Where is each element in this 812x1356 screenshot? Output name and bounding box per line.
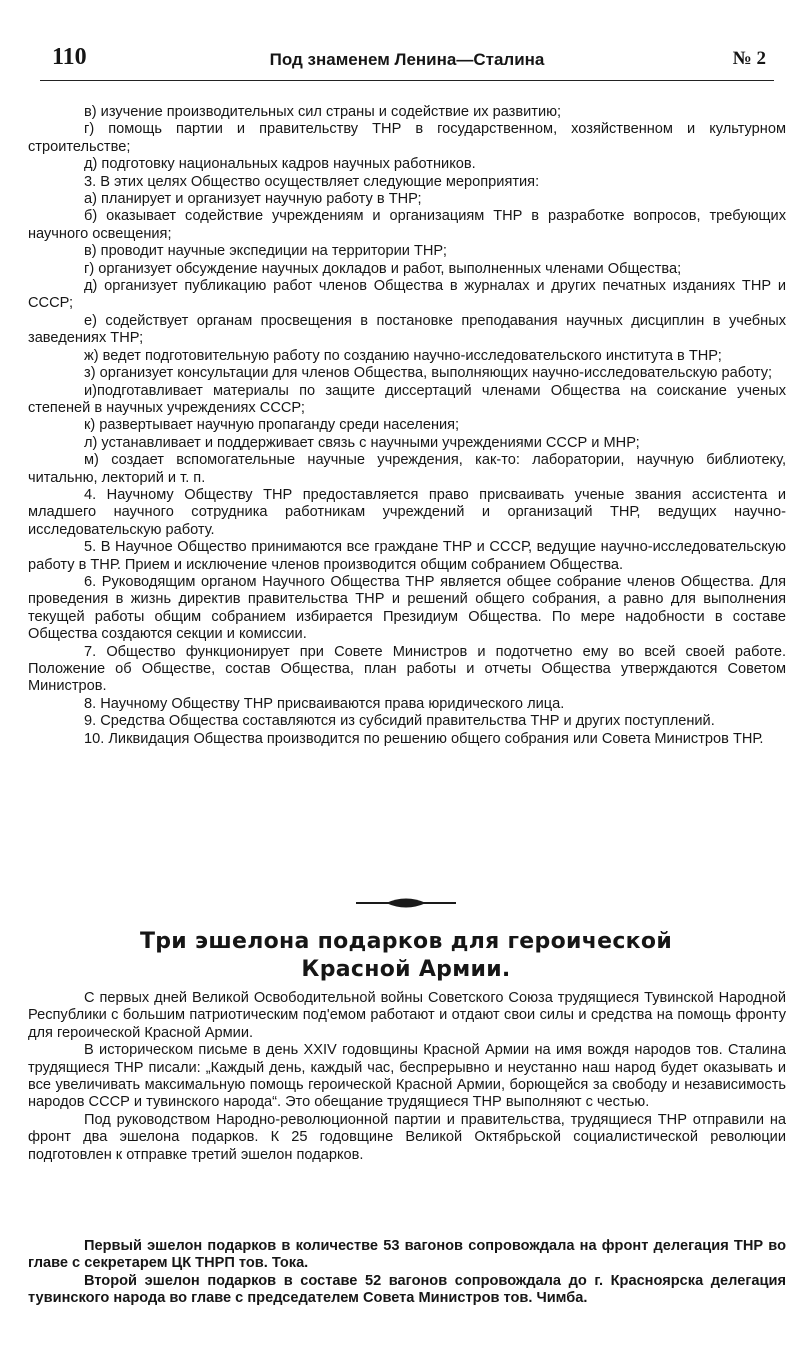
charter-line: 3. В этих целях Общество осуществляет следующие мероприятия: bbox=[84, 173, 540, 190]
page-number: 110 bbox=[52, 44, 87, 70]
charter-line: д) организует публикацию работ членов Общества в журналах и других печатных изданиях ТНР и СССР; bbox=[28, 278, 786, 312]
charter-line: 7. Общество функционирует при Совете Министров и подотчетно ему во всей своей работе. Положение об Обществе, состав Общества, план работы и отчеты Общества утверждаются Советом Министров. bbox=[28, 643, 786, 695]
charter-line: 4. Научному Обществу ТНР предоставляется право присваивать ученые звания ассистента и младшего научного сотрудника работникам учреждений и организаций ТНР, ведущих научно-исследовательскую работу. bbox=[28, 486, 786, 538]
section-divider-ornament bbox=[356, 896, 456, 910]
article-paragraph: С первых дней Великой Освободительной войны Советского Союза трудящиеся Тувинской Народной Республики с большим патриотическим под'емом работают и отдают свои силы и средства на помощь фронту для героической Красной Армии. bbox=[28, 990, 786, 1041]
charter-line: д) подготовку национальных кадров научных работников. bbox=[84, 156, 476, 173]
article-paragraph: Второй эшелон подарков в составе 52 вагонов сопровождала до г. Красноярска делегация тувинского народа во главе с председателем Совета Министров тов. Чимба. bbox=[28, 1272, 786, 1307]
article-paragraph: В историческом письме в день XXIV годовщины Красной Армии на имя вождя народов тов. Сталина трудящиеся ТНР писали: „Каждый день, каждый час, беспрерывно и неустанно наш народ будет оказывать и все увеличивать максимальную помощь героической Красной Армии, борющейся за свободу и независимость народов СССР и тувинского народа“. Это обещание трудящиеся ТНР выполняют с честью. bbox=[28, 1042, 786, 1111]
charter-line: к) развертывает научную пропаганду среди населения; bbox=[84, 417, 460, 434]
charter-line: в) проводит научные экспедиции на территории ТНР; bbox=[84, 243, 447, 260]
charter-line: ж) ведет подготовительную работу по созданию научно-исследовательского института в ТНР; bbox=[84, 347, 722, 364]
charter-line: 6. Руководящим органом Научного Общества ТНР является общее собрание членов Общества. Для проведения в жизнь директив правительства ТНР и решений общего собрания, а равно для выполнения текущей работы общим собранием избирается Президиум Общества. По мере надобности в составе Общества создаются секции и комиссии. bbox=[28, 573, 786, 643]
charter-line: з) организует консультации для членов Общества, выполняющих научно-исследовательскую работу; bbox=[84, 365, 773, 382]
article-body-bold bbox=[28, 1238, 786, 1308]
charter-line: а) планирует и организует научную работу в ТНР; bbox=[84, 191, 422, 208]
article-paragraph: Первый эшелон подарков в количестве 53 вагонов сопровождала на фронт делегация ТНР во главе с секретарем ЦК ТНРП тов. Тока. bbox=[28, 1238, 786, 1272]
charter-line: г) организует обсуждение научных докладов и работ, выполненных членами Общества; bbox=[84, 260, 682, 277]
charter-line: 10. Ликвидация Общества производится по решению общего собрания или Совета Министров ТНР. bbox=[84, 730, 764, 747]
article-paragraph: Под руководством Народно-революционной партии и правительства, трудящиеся ТНР отправили на фронт два эшелона подарков. К 25 годовщине Великой Октябрьской социалистической революции подготовлен к отправке третий эшелон подарков. bbox=[28, 1111, 786, 1163]
charter-line: б) оказывает содействие учреждениям и организациям ТНР в разработке вопросов, требующих научного освещения; bbox=[28, 208, 786, 242]
charter-line: м) создает вспомогательные научные учреждения, как-то: лаборатории, научную библиотеку, читальню, лекторий и т. п. bbox=[28, 452, 786, 486]
journal-title: Под знаменем Ленина—Сталина bbox=[269, 50, 545, 69]
charter-line: 8. Научному Обществу ТНР присваиваются права юридического лица. bbox=[84, 695, 565, 712]
charter-line: е) содействует органам просвещения в постановке преподавания научных дисциплин в учебных заведениях ТНР; bbox=[28, 312, 786, 347]
issue-number: № 2 bbox=[732, 48, 766, 69]
charter-text bbox=[28, 104, 786, 748]
article-title bbox=[60, 928, 752, 984]
article-title-line: Три эшелона подарков для героической bbox=[139, 929, 673, 954]
charter-line: 9. Средства Общества составляются из субсидий правительства ТНР и других поступлений. bbox=[84, 713, 715, 730]
article-title-line: Красной Армии. bbox=[301, 957, 511, 982]
charter-line: и)подготавливает материалы по защите диссертаций членами Общества на соискание ученых степеней в научных учреждениях СССР; bbox=[28, 382, 786, 416]
article-body bbox=[28, 990, 786, 1164]
charter-line: 5. В Научное Общество принимаются все граждане ТНР и СССР, ведущие научно-исследовательскую работу в ТНР. Прием и исключение членов производится общим собранием Общества. bbox=[28, 539, 786, 573]
charter-line: в) изучение производительных сил страны и содействие их развитию; bbox=[84, 104, 562, 120]
page-header bbox=[40, 44, 774, 81]
charter-line: г) помощь партии и правительству ТНР в государственном, хозяйственном и культурном строительстве; bbox=[28, 121, 786, 155]
charter-line: л) устанавливает и поддерживает связь с научными учреждениями СССР и МНР; bbox=[84, 434, 640, 451]
